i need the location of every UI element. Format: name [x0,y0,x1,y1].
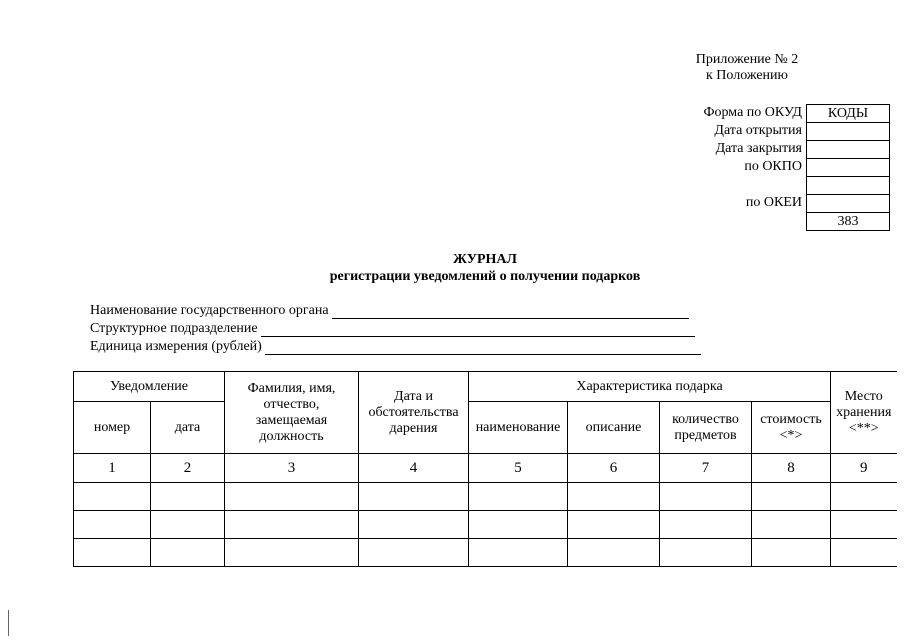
table-cell[interactable] [660,483,752,511]
table-cell[interactable] [469,539,568,567]
table-cell[interactable] [74,483,151,511]
column-number: 4 [359,454,469,483]
table-cell[interactable] [469,483,568,511]
table-cell[interactable] [660,511,752,539]
field-division [90,320,730,337]
header-quantity: количество предметов [660,402,752,454]
field-organ [90,302,730,319]
label-blank [640,176,802,194]
table-row [74,511,897,539]
column-number: 7 [660,454,752,483]
code-blank-1[interactable] [807,177,889,195]
header-notification: Уведомление [74,372,225,402]
column-number: 9 [831,454,897,483]
table-cell[interactable] [225,539,359,567]
header-number: номер [74,402,151,454]
column-number: 5 [469,454,568,483]
header-date: дата [151,402,225,454]
header-circumstances: Дата и обстоятельства дарения [359,372,469,454]
table-cell[interactable] [469,511,568,539]
table-cell[interactable] [74,511,151,539]
label-okud: Форма по ОКУД [703,105,802,120]
codes-box [806,104,890,231]
field-division-line[interactable] [261,324,695,337]
code-open-date[interactable] [807,123,889,141]
label-close-date: Дата закрытия [715,141,802,156]
column-number: 1 [74,454,151,483]
column-number: 2 [151,454,225,483]
table-cell[interactable] [359,539,469,567]
table-row [74,483,897,511]
label-okpo: по ОКПО [744,159,802,174]
label-open-date: Дата открытия [714,123,802,138]
table-cell[interactable] [752,483,831,511]
table-cell[interactable] [831,511,897,539]
code-okei: 383 [807,213,889,231]
label-okei: по ОКЕИ [745,195,802,210]
title-journal: ЖУРНАЛ [453,252,517,267]
table-cell[interactable] [74,539,151,567]
header-gift-characteristics: Характеристика подарка [469,372,831,402]
table-cell[interactable] [660,539,752,567]
title-subtitle: регистрации уведомлений о получении подарков [329,269,641,284]
field-unit-label: Единица измерения (рублей) [90,339,262,354]
scan-margin-mark [8,610,9,636]
header-description: описание [568,402,660,454]
code-okpo[interactable] [807,159,889,177]
table-cell[interactable] [752,539,831,567]
table-cell[interactable] [151,539,225,567]
header-name: наименование [469,402,568,454]
table-cell[interactable] [752,511,831,539]
table-cell[interactable] [831,483,897,511]
table-cell[interactable] [225,483,359,511]
field-unit-line[interactable] [265,342,701,355]
gift-register-table [73,371,897,567]
table-cell[interactable] [151,511,225,539]
codes-labels [640,104,802,212]
table-cell[interactable] [568,483,660,511]
table-cell[interactable] [568,539,660,567]
table-cell[interactable] [151,483,225,511]
column-number: 6 [568,454,660,483]
table-cell[interactable] [359,511,469,539]
column-number-row [74,454,897,483]
column-number: 3 [225,454,359,483]
table-cell[interactable] [831,539,897,567]
column-number: 8 [752,454,831,483]
appendix-caption [662,52,832,84]
field-unit [90,338,730,355]
header-fio: Фамилия, имя, отчество, замещаемая должность [225,372,359,454]
field-division-label: Структурное подразделение [90,321,258,336]
table-cell[interactable] [359,483,469,511]
field-organ-line[interactable] [332,306,689,319]
appendix-reference: к Положению [705,68,788,83]
field-organ-label: Наименование государственного органа [90,303,329,318]
header-cost: стоимость <*> [752,402,831,454]
table-row [74,539,897,567]
table-cell[interactable] [225,511,359,539]
table-cell[interactable] [568,511,660,539]
document-title [250,251,720,285]
code-close-date[interactable] [807,141,889,159]
header-storage: Место хранения <**> [831,372,897,454]
codes-header: КОДЫ [807,105,889,123]
code-blank-2[interactable] [807,195,889,213]
appendix-number: Приложение № 2 [695,52,799,67]
